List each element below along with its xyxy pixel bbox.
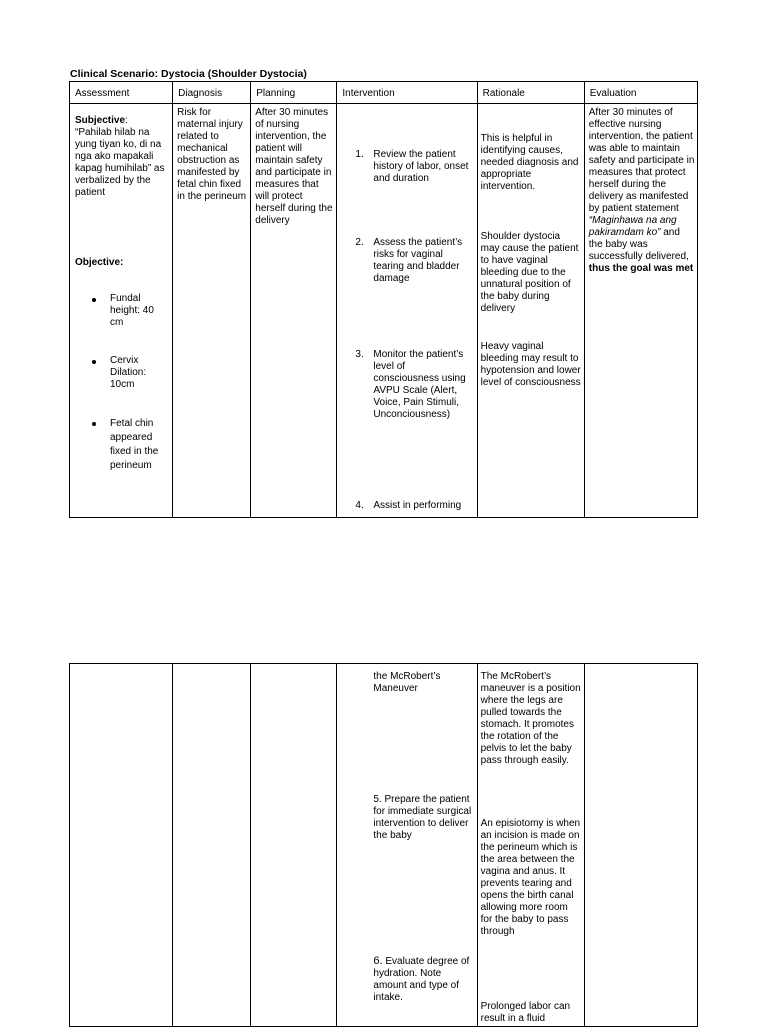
objective-item: Fundal height: 40 cm <box>110 293 154 328</box>
objective-label <box>75 257 123 269</box>
header-label: Planning <box>256 88 296 99</box>
subjective-colon: : <box>125 115 128 126</box>
bullet-icon <box>92 298 96 302</box>
intervention-number: 4. <box>355 500 364 511</box>
intervention-item: Review the patient history of labor, onset and duration <box>373 149 469 184</box>
objective-item: Cervix Dilation: 10cm <box>110 355 147 390</box>
intervention-cell <box>337 664 477 1027</box>
evaluation-text <box>589 107 695 275</box>
header-label: Assessment <box>75 88 130 99</box>
header-planning <box>251 82 337 104</box>
rationale-item: This is helpful in identifying causes, needed diagnosis and appropriate intervention. <box>480 133 579 192</box>
header-label: Evaluation <box>589 88 637 99</box>
diagnosis-text: Risk for maternal injury related to mechanical obstruction as manifested by fetal chin fixed in the perineum <box>177 107 247 202</box>
intervention-number: 3. <box>355 349 364 360</box>
intervention-item: Assist in performing <box>373 500 462 511</box>
objective-item: Fetal chin appeared fixed in the perineum <box>110 418 159 471</box>
diagnosis-cell <box>173 104 251 518</box>
rationale-item: Shoulder dystocia may cause the patient to have vaginal bleeding due to the unnatural position of the baby during delivery <box>480 231 579 314</box>
care-plan-table <box>69 81 698 518</box>
rationale-item: An episiotomy is when an incision is made on the perineum which is the area between the vagina and anus. It prevents tearing and opens the birth canal allowing more room for the baby to pass through <box>480 818 581 937</box>
intervention-text: Evaluate degree of hydration. Note amount and type of intake. <box>373 956 470 1003</box>
assessment-cell <box>70 104 173 518</box>
evaluation-cell <box>584 664 697 1027</box>
header-assessment <box>70 82 173 104</box>
intervention-item <box>373 955 471 1004</box>
subjective-label: Subjective <box>75 115 126 126</box>
assessment-cell <box>70 664 173 1027</box>
header-label: Diagnosis <box>178 88 223 99</box>
evaluation-body: After 30 minutes of effective nursing intervention, the patient was able to maintain safety and participate in measures that protect herself during the delivery as manifested by patient statement <box>588 107 695 214</box>
rationale-item: Prolonged labor can result in a fluid <box>480 1001 571 1024</box>
page-title: Clinical Scenario: Dystocia (Shoulder Dystocia) <box>70 68 307 80</box>
intervention-continued: the McRobert’s Maneuver <box>373 671 441 694</box>
diagnosis-cell <box>173 664 251 1027</box>
header-diagnosis <box>173 82 251 104</box>
care-plan-table-continued <box>69 663 698 1027</box>
patient-quote: “Maginhawa na ang pakiramdam ko” <box>588 215 677 238</box>
evaluation-conclusion: thus the goal was met <box>588 263 694 274</box>
intervention-number: 6. <box>373 955 383 967</box>
header-intervention <box>337 82 477 104</box>
intervention-item: 5. Prepare the patient for immediate surgical intervention to deliver the baby <box>373 794 472 841</box>
planning-cell <box>251 104 337 518</box>
evaluation-continued: and the baby was successfully delivered, <box>588 227 689 262</box>
intervention-cell <box>337 104 477 518</box>
intervention-number: 2. <box>355 237 364 248</box>
bullet-icon <box>92 360 96 364</box>
evaluation-cell <box>584 104 697 518</box>
header-rationale <box>477 82 584 104</box>
objective-label-text: Objective: <box>75 257 124 268</box>
header-label: Intervention <box>342 88 395 99</box>
rationale-item: The McRobert’s maneuver is a position where the legs are pulled towards the stomach. It promotes the rotation of the pelvis to let the baby pass through easily. <box>480 671 581 766</box>
header-evaluation <box>584 82 697 104</box>
planning-text: After 30 minutes of nursing intervention, the patient will maintain safety and participate in measures that will protect herself during the delivery <box>255 107 333 226</box>
bullet-icon <box>92 422 96 426</box>
rationale-cell <box>477 104 584 518</box>
subjective-text: “Pahilab hilab na yung tiyan ko, di na nga ako mapakali kapag humihilab” as verbalized by the patient <box>75 127 165 198</box>
rationale-item: Heavy vaginal bleeding may result to hypotension and lower level of consciousness <box>480 341 581 388</box>
planning-cell <box>251 664 337 1027</box>
rationale-cell <box>477 664 584 1027</box>
intervention-item: Monitor the patient’s level of consciousness using AVPU Scale (Alert, Voice, Pain Stimuli, Unconciousness) <box>373 349 466 420</box>
intervention-item: Assess the patient’s risks for vaginal tearing and bladder damage <box>373 237 463 284</box>
header-label: Rationale <box>482 88 525 99</box>
subjective-block <box>75 115 167 199</box>
intervention-number: 1. <box>355 149 364 160</box>
